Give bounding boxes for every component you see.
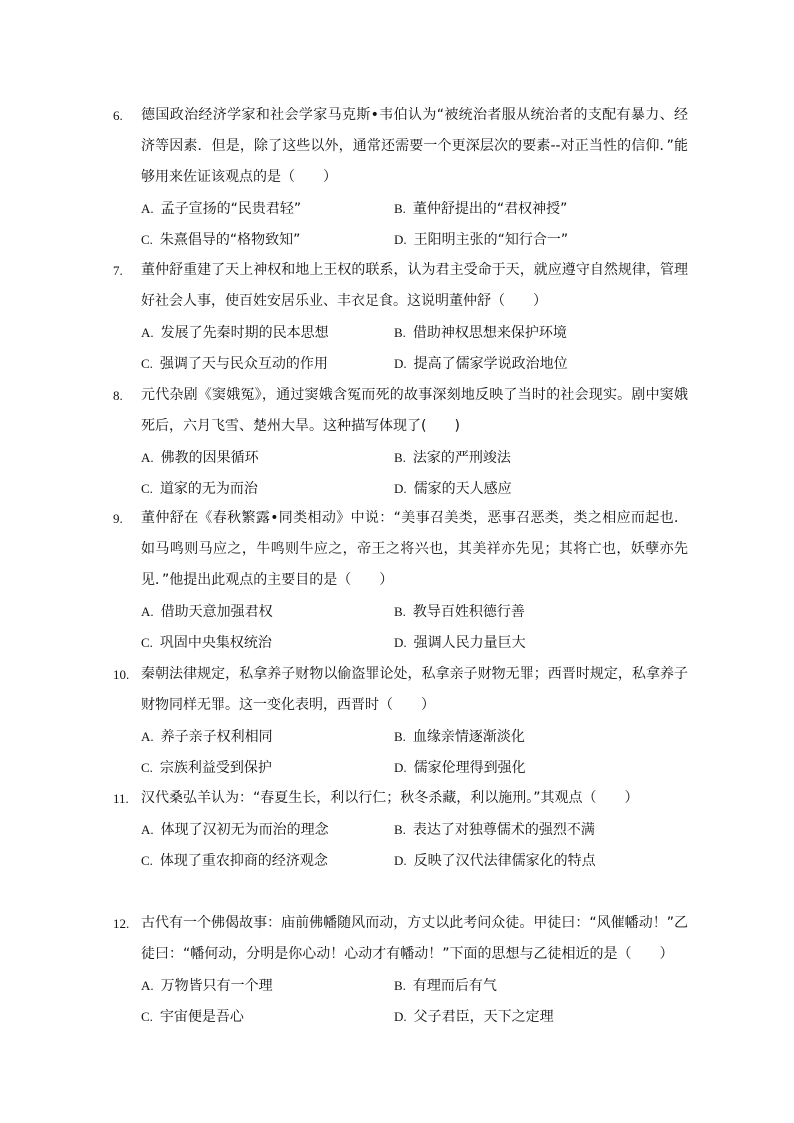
options [113, 442, 688, 504]
option-text: 有理而后有气 [412, 978, 497, 994]
question-10 [113, 659, 688, 783]
option-text: 发展了先秦时期的民本思想 [160, 325, 329, 341]
option-b [394, 193, 567, 224]
option-text: 儒家伦理得到强化 [413, 760, 526, 776]
option-text: 教导百姓积德行善 [412, 604, 525, 620]
question-number: 8. [113, 388, 123, 403]
option-letter: B. [394, 201, 406, 216]
option-letter: D. [394, 853, 407, 868]
options [113, 721, 688, 783]
question-text: 元代杂剧《窦娥冤》，通过窦娥含冤而死的故事深刻地反映了当时的社会现实。剧中窦娥死后，六月飞雪、楚州大旱。这种描写体现了( ) [141, 387, 688, 434]
option-letter: A. [141, 201, 154, 216]
option-letter: B. [394, 450, 406, 465]
option-a [141, 193, 394, 224]
option-text: 王阳明主张的“知行合一” [413, 232, 569, 248]
option-c [141, 473, 394, 504]
options [113, 317, 688, 379]
option-a [141, 596, 394, 627]
question-stem [113, 908, 688, 970]
option-b [394, 814, 595, 845]
option-c [141, 224, 394, 255]
option-letter: B. [394, 978, 406, 993]
option-d [394, 224, 568, 255]
question-stem [113, 659, 688, 721]
option-d [394, 348, 568, 379]
option-d [394, 627, 526, 658]
option-letter: B. [394, 325, 406, 340]
question-text: 董仲舒在《春秋繁露•同类相动》中说：“美事召美类，恶事召恶类，类之相应而起也．如马鸣则马应之，牛鸣则牛应之，帝王之将兴也，其美祥亦先见；其将亡也，妖孽亦先见．”他提出此观点的主要目的是（ ） [141, 510, 688, 588]
option-letter: D. [394, 232, 407, 247]
option-a [141, 814, 394, 845]
option-text: 提高了儒家学说政治地位 [413, 356, 568, 372]
option-letter: C. [141, 481, 153, 496]
option-b [394, 442, 511, 473]
question-number: 11. [113, 791, 129, 806]
option-c [141, 845, 394, 876]
question-text: 古代有一个佛偈故事：庙前佛幡随风而动，方丈以此考问众徒。甲徒曰：“风催幡动！”乙徒曰：“幡何动，分明是你心动！心动才有幡动！”下面的思想与乙徒相近的是（ ） [141, 915, 688, 962]
option-text: 表达了对独尊儒术的强烈不满 [412, 822, 595, 838]
option-text: 朱熹倡导的“格物致知” [159, 232, 301, 248]
option-letter: D. [394, 1009, 407, 1024]
option-text: 血缘亲情逐渐淡化 [412, 729, 525, 745]
option-text: 强调人民力量巨大 [413, 635, 526, 651]
option-a [141, 317, 394, 348]
option-b [394, 317, 567, 348]
option-letter: D. [394, 481, 407, 496]
option-d [394, 473, 512, 504]
option-letter: A. [141, 325, 154, 340]
option-letter: C. [141, 1009, 153, 1024]
question-stem [113, 503, 688, 596]
option-letter: A. [141, 450, 154, 465]
option-d [394, 752, 526, 783]
option-b [394, 721, 525, 752]
option-b [394, 596, 525, 627]
option-letter: C. [141, 760, 153, 775]
option-a [141, 721, 394, 752]
option-text: 强调了天与民众互动的作用 [159, 356, 328, 372]
option-text: 道家的无为而治 [159, 481, 258, 497]
options [113, 970, 688, 1032]
question-text: 秦朝法律规定，私拿养子财物以偷盗罪论处，私拿亲子财物无罪；西晋时规定，私拿养子财物同样无罪。这一变化表明，西晋时（ ） [141, 666, 688, 713]
question-number: 12. [113, 916, 130, 931]
option-c [141, 752, 394, 783]
question-stem [113, 255, 688, 317]
option-letter: A. [141, 822, 154, 837]
question-7 [113, 255, 688, 379]
option-text: 体现了重农抑商的经济观念 [159, 853, 328, 869]
option-text: 借助天意加强君权 [160, 604, 273, 620]
option-letter: B. [394, 604, 406, 619]
question-stem [113, 380, 688, 442]
option-text: 反映了汉代法律儒家化的特点 [413, 853, 596, 869]
question-9 [113, 503, 688, 658]
question-text: 董仲舒重建了天上神权和地上王权的联系，认为君主受命于天，就应遵守自然规律，管理好社会人事，使百姓安居乐业、丰衣足食。这说明董仲舒（ ） [141, 262, 688, 309]
option-letter: D. [394, 760, 407, 775]
option-letter: A. [141, 729, 154, 744]
question-text: 汉代桑弘羊认为：“春夏生长，利以行仁；秋冬杀藏，利以施刑。”其观点（ ） [141, 790, 639, 806]
options [113, 193, 688, 255]
option-text: 借助神权思想来保护环境 [412, 325, 567, 341]
option-text: 法家的严刑竣法 [412, 450, 511, 466]
option-letter: C. [141, 232, 153, 247]
option-letter: A. [141, 604, 154, 619]
option-text: 宗族利益受到保护 [159, 760, 272, 776]
option-c [141, 627, 394, 658]
option-letter: C. [141, 853, 153, 868]
question-11 [113, 783, 688, 876]
options [113, 596, 688, 658]
question-number: 9. [113, 511, 123, 526]
option-letter: D. [394, 356, 407, 371]
option-d [394, 845, 596, 876]
option-text: 儒家的天人感应 [413, 481, 512, 497]
option-letter: C. [141, 635, 153, 650]
option-c [141, 348, 394, 379]
option-a [141, 442, 394, 473]
question-text: 德国政治经济学家和社会学家马克斯•韦伯认为“被统治者服从统治者的支配有暴力、经济等因素．但是，除了这些以外，通常还需要一个更深层次的要素--对正当性的信仰．”能够用来佐证该观点的是（ ） [141, 107, 688, 185]
option-d [394, 1001, 554, 1032]
option-c [141, 1001, 394, 1032]
question-8 [113, 380, 688, 504]
option-letter: B. [394, 729, 406, 744]
option-letter: C. [141, 356, 153, 371]
question-number: 10. [113, 667, 130, 682]
option-letter: B. [394, 822, 406, 837]
option-a [141, 970, 394, 1001]
question-number: 6. [113, 108, 123, 123]
option-text: 巩固中央集权统治 [159, 635, 272, 651]
option-text: 养子亲子权利相同 [160, 729, 273, 745]
option-letter: D. [394, 635, 407, 650]
question-stem [113, 783, 688, 814]
question-number: 7. [113, 263, 123, 278]
option-text: 父子君臣，天下之定理 [413, 1009, 554, 1025]
option-text: 体现了汉初无为而治的理念 [160, 822, 329, 838]
option-text: 佛教的因果循环 [160, 450, 259, 466]
option-text: 宇宙便是吾心 [159, 1009, 244, 1025]
question-12 [113, 908, 688, 1032]
option-text: 万物皆只有一个理 [160, 978, 273, 994]
question-6 [113, 100, 688, 255]
options [113, 814, 688, 876]
question-stem [113, 100, 688, 193]
option-b [394, 970, 497, 1001]
option-letter: A. [141, 978, 154, 993]
option-text: 董仲舒提出的“君权神授” [412, 201, 568, 217]
option-text: 孟子宣扬的“民贵君轻” [160, 201, 302, 217]
